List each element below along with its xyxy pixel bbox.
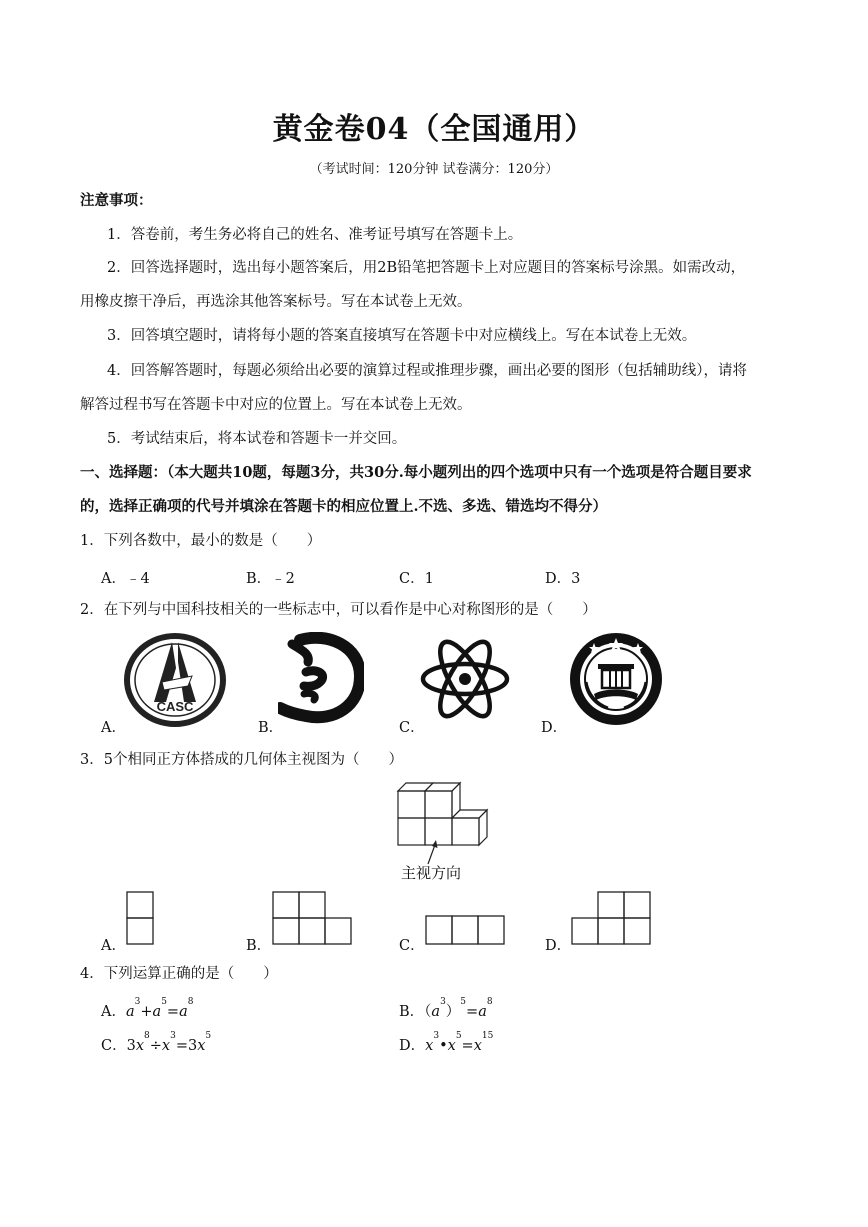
question-4-stem: 4．下列运算正确的是（ ） bbox=[80, 966, 278, 982]
question-4-option-a bbox=[101, 997, 194, 1021]
notice-item-4-line2: 解答过程书写在答题卡中对应的位置上。写在本试卷上无效。 bbox=[80, 397, 472, 413]
front-view-option-d bbox=[571, 891, 652, 947]
notice-item-5: 5．考试结束后，将本试卷和答题卡一并交回。 bbox=[107, 431, 407, 447]
notice-item-3: 3．回答填空题时，请将每小题的答案直接填写在答题卡中对应横线上。写在本试卷上无效。 bbox=[107, 328, 697, 344]
section-heading-line1: 一、选择题：（本大题共10题，每题3分，共30分.每小题列出的四个选项中只有一个选项是符合题目要求 bbox=[80, 464, 752, 481]
question-3-option-c: C． bbox=[399, 938, 425, 954]
question-4-option-d-expr: $x^3•x^5=x^{15}$ bbox=[425, 1031, 494, 1054]
front-view-option-a bbox=[126, 891, 154, 947]
question-4-option-c bbox=[101, 1031, 212, 1055]
question-3-option-b: B． bbox=[246, 938, 272, 954]
front-view-option-c bbox=[425, 915, 506, 947]
question-2-stem: 2．在下列与中国科技相关的一些标志中，可以看作是中心对称图形的是（ ） bbox=[80, 602, 597, 618]
front-view-option-b bbox=[272, 891, 353, 947]
question-1-option-b: B．﹣2 bbox=[246, 571, 295, 587]
question-4-option-a-expr: $a^3+a^5=a^8$ bbox=[125, 997, 194, 1020]
question-2-option-a: A． bbox=[101, 720, 126, 736]
notice-heading: 注意事项： bbox=[80, 192, 153, 209]
question-1-stem: 1．下列各数中，最小的数是（ ） bbox=[80, 533, 322, 549]
question-2-option-b: B． bbox=[258, 720, 284, 736]
page-title: 黄金卷04（全国通用） bbox=[272, 112, 596, 147]
question-4-option-c-label: C． bbox=[101, 1038, 127, 1054]
notice-item-1: 1．答卷前，考生务必将自己的姓名、准考证号填写在答题卡上。 bbox=[107, 227, 523, 243]
view-direction-label: 主视方向 bbox=[401, 864, 462, 882]
question-1-option-c: C．1 bbox=[399, 571, 434, 587]
exam-info: （考试时间：120分钟 试卷满分：120分） bbox=[309, 162, 559, 177]
question-4-option-a-label: A． bbox=[101, 1004, 126, 1020]
casc-logo-text: CASC bbox=[156, 699, 194, 714]
question-4-option-b-label: B． bbox=[399, 1004, 425, 1020]
notice-item-2-line1: 2．回答选择题时，选出每小题答案后，用2B铅笔把答题卡上对应题目的答案标号涂黑。如需改动， bbox=[107, 260, 746, 276]
question-2-option-c: C． bbox=[399, 720, 425, 736]
emblem-logo bbox=[566, 630, 666, 728]
question-4-option-b-expr: $(a^3)^5=a^8$ bbox=[424, 997, 493, 1020]
question-4-option-c-expr: $3x^8\div x^3=3x^5$ bbox=[126, 1031, 212, 1054]
atom-logo bbox=[418, 632, 512, 726]
question-1-option-a: A．﹣4 bbox=[101, 571, 150, 587]
question-3-stem: 3．5个相同正方体搭成的几何体主视图为（ ） bbox=[80, 752, 403, 768]
question-4-option-d-label: D． bbox=[399, 1038, 426, 1054]
question-4-option-d bbox=[399, 1031, 494, 1055]
question-3-option-d: D． bbox=[545, 938, 572, 954]
question-4-option-b bbox=[399, 997, 493, 1021]
question-3-option-a: A． bbox=[101, 938, 126, 954]
notice-item-2-line2: 用橡皮擦干净后，再选涂其他答案标号。写在本试卷上无效。 bbox=[80, 294, 472, 310]
notice-item-4-line1: 4．回答解答题时，每题必须给出必要的演算过程或推理步骤，画出必要的图形（包括辅助线），请将 bbox=[107, 363, 747, 379]
casc-logo bbox=[122, 632, 228, 728]
cube-stack-figure bbox=[392, 778, 496, 858]
question-1-option-d: D．3 bbox=[545, 571, 581, 587]
swirl-logo bbox=[278, 632, 364, 726]
section-heading-line2: 的，选择正确项的代号并填涂在答题卡的相应位置上.不选、多选、错选均不得分） bbox=[80, 498, 608, 515]
question-2-option-d: D． bbox=[541, 720, 568, 736]
